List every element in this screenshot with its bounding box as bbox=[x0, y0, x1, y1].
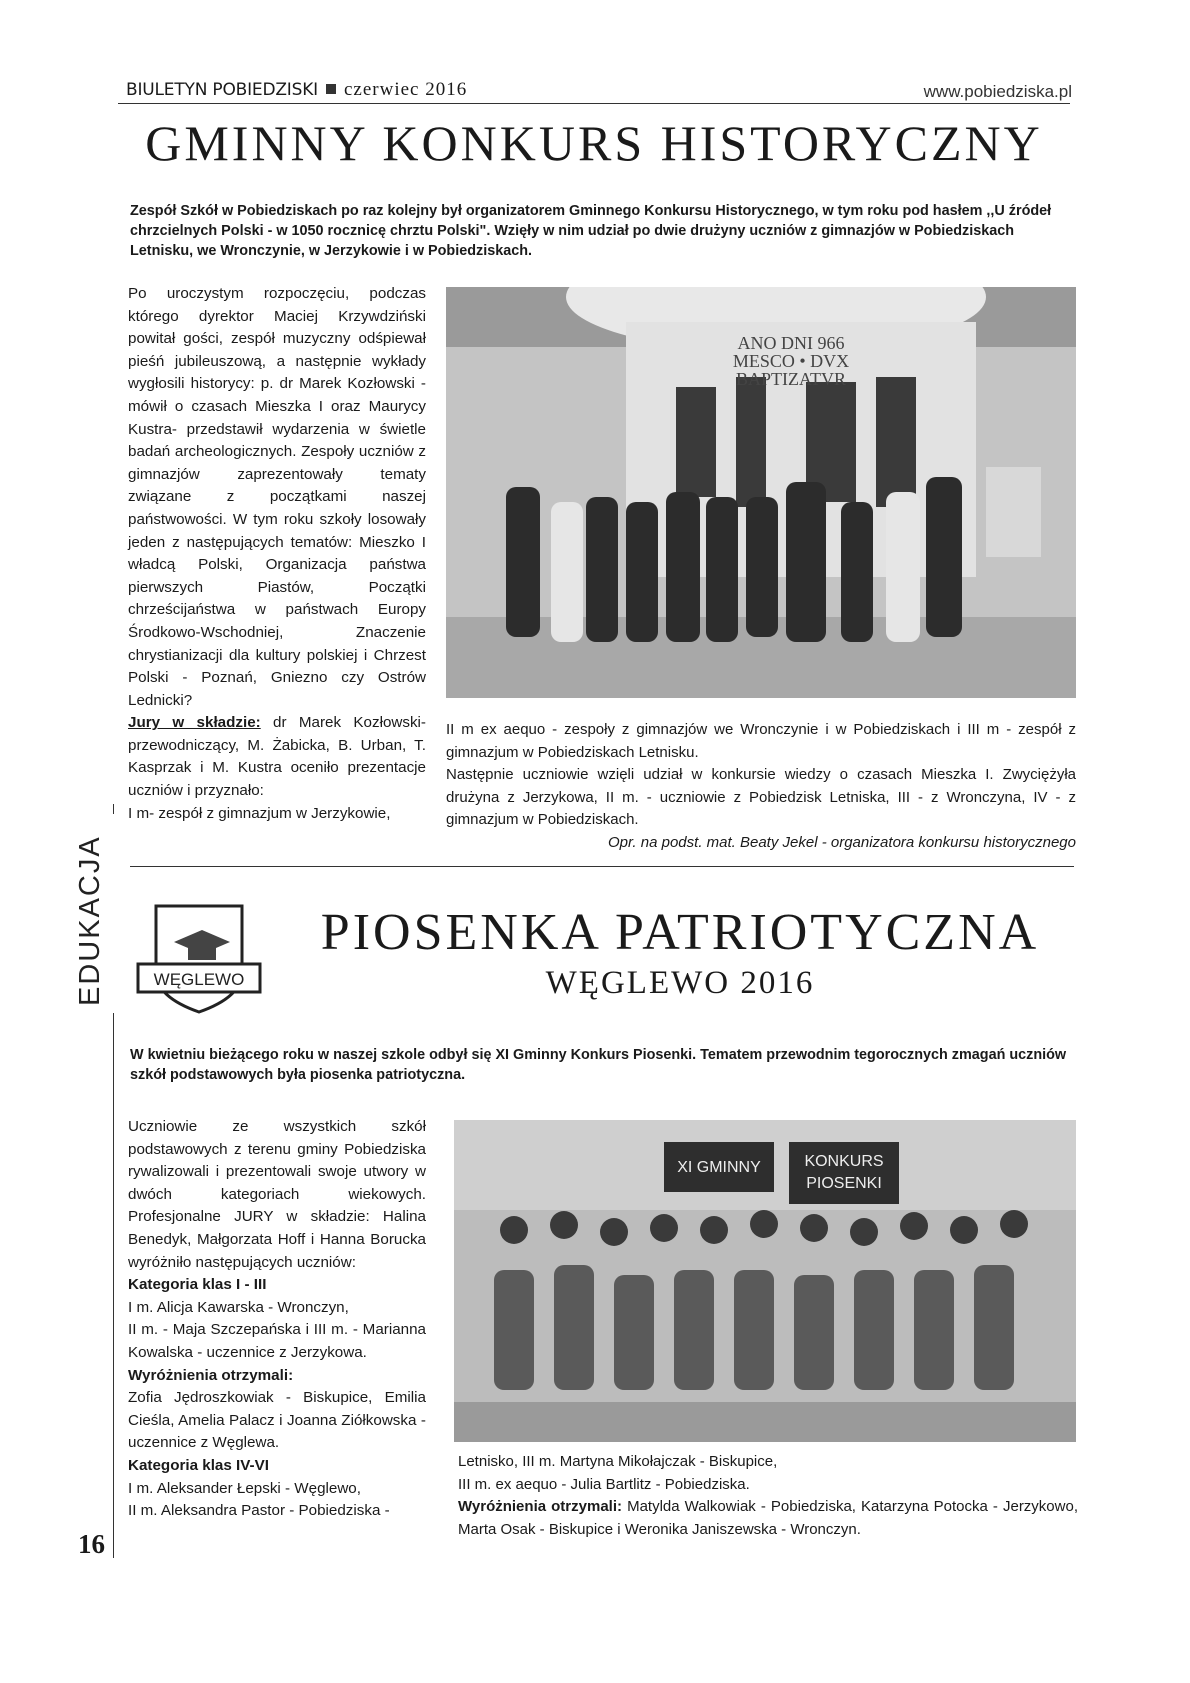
group-photo-song-contest bbox=[454, 1120, 1076, 1442]
header-divider bbox=[118, 103, 1070, 104]
category1-first: I m. Alicja Kawarska - Wronczyn, bbox=[128, 1298, 349, 1316]
square-bullet-icon bbox=[326, 84, 336, 94]
publication-name: BIULETYN POBIEDZISKI bbox=[126, 80, 318, 100]
caption-line2: III m. ex aequo - Julia Bartlitz - Pobiedziska. bbox=[458, 1475, 750, 1493]
caption-awards-label: Wyróżnienia otrzymali: bbox=[458, 1498, 622, 1516]
side-rule-top bbox=[113, 804, 114, 814]
issue-date: czerwiec 2016 bbox=[343, 79, 468, 100]
awards-text: Zofia Jędroszkowiak - Biskupice, Emilia Cieśla, Amelia Palacz i Joanna Ziółkowska - uczennice z Węglewa. bbox=[128, 1389, 426, 1452]
caption-awards-text: Matylda Walkowiak - Pobiedziska, Katarzyna Potocka - Jerzykowo, Marta Osak - Biskupice i Weronika Janiszewska - Wronczyn. bbox=[458, 1498, 1078, 1538]
category2-second: II m. Aleksandra Pastor - Pobiedziska - bbox=[128, 1502, 390, 1520]
category2-first: I m. Aleksander Łepski - Węglewo, bbox=[128, 1479, 361, 1497]
article2-body bbox=[128, 1116, 426, 1523]
banner-line1: ANO DNI 966 bbox=[737, 333, 845, 353]
article1-paragraph: Po uroczystym rozpoczęciu, podczas którego dyrektor Maciej Krzywdziński powitał gości, zespół muzyczny odśpiewał pieśń jubileuszową, a następnie wykłady wygłosili historycy: p. dr Marek Kozłowski - mówił o czasach Mieszka I oraz Maurycy Kustra- przedstawił wydarzenia w świetle badań archeologicznych. Zespoły uczniów z gimnazjów zaprezentowały tematy związane z początkami naszej państwowości. W tym roku szkoły losowały jeden z następujących tematów: Mieszko I władcą Polski, Organizacja państwa pierwszych Piastów, Początki chrześcijaństwa w państwach Europy Środkowo-Wschodniej, Znaczenie chrystianizacji dla kultury polskiej i Chrzest Polski - Poznań, Gniezno czy Ostrów Lednicki? bbox=[128, 285, 426, 709]
weglewo-school-logo bbox=[134, 902, 264, 1017]
section-label bbox=[68, 820, 108, 1010]
section-divider bbox=[130, 866, 1074, 867]
side-rule-bottom bbox=[113, 1013, 114, 1558]
jury-label: Jury w składzie: bbox=[128, 714, 261, 732]
awards-label: Wyróżnienia otrzymali: bbox=[128, 1366, 294, 1384]
first-place: I m- zespół z gimnazjum w Jerzykowie, bbox=[128, 804, 391, 822]
article1-continuation bbox=[446, 719, 1076, 855]
article1-title: GMINNY KONKURS HISTORYCZNY bbox=[145, 115, 1043, 171]
school-crest-icon bbox=[134, 902, 264, 1017]
group-photo-history-contest bbox=[446, 287, 1076, 698]
placement-results: II m ex aequo - zespoły z gimnazjów we Wronczynie i w Pobiedziskach i III m - zespół z gimnazjum w Pobiedziskach Letnisku. bbox=[446, 721, 1076, 761]
article2-title: PIOSENKA PATRIOTYCZNA bbox=[320, 904, 1040, 961]
masthead bbox=[126, 79, 467, 101]
caption-awards bbox=[458, 1496, 1078, 1541]
article1-photo bbox=[446, 287, 1076, 698]
website-link[interactable]: www.pobiedziska.pl bbox=[923, 82, 1072, 101]
page-number: 16 bbox=[78, 1529, 105, 1559]
category2-label: Kategoria klas IV-VI bbox=[128, 1456, 269, 1474]
sign-line2: KONKURS bbox=[804, 1153, 884, 1170]
article1-jury bbox=[128, 712, 426, 802]
article2-caption bbox=[458, 1451, 1078, 1541]
article2-subtitle: WĘGLEWO 2016 bbox=[545, 965, 815, 1001]
sign-line1: XI GMINNY bbox=[677, 1159, 761, 1176]
article2-paragraph: Uczniowie ze wszystkich szkół podstawowych z terenu gminy Pobiedziska rywalizowali i prezentowali swoje utwory w dwóch kategoriach wiekowych. Profesjonalne JURY w składzie: Halina Benedyk, Małgorzata Hoff i Hanna Borucka wyróżniło następujących uczniów: bbox=[128, 1118, 426, 1271]
article2-photo bbox=[454, 1120, 1076, 1442]
article1-body bbox=[128, 283, 426, 825]
article1-lead: Zespół Szkół w Pobiedziskach po raz kolejny był organizatorem Gminnego Konkursu Historycznego, w tym roku pod hasłem ,,U źródeł chrzcielnych Polski - w 1050 rocznicę chrztu Polski". Wzięły w nim udział po dwie drużyny uczniów z gimnazjów w Pobiedziskach Letnisku, we Wronczynie, w Jerzykowie i w Pobiedziskach. bbox=[130, 203, 1052, 259]
caption-line1: Letnisko, III m. Martyna Mikołajczak - Biskupice, bbox=[458, 1453, 778, 1470]
sign-line3: PIOSENKI bbox=[806, 1175, 882, 1192]
banner-line3: BAPTIZATVR bbox=[735, 369, 847, 389]
jury-text: dr Marek Kozłowski- przewodniczący, M. Żabicka, B. Urban, T. Kasprzak i M. Kustra oceniło prezentacje uczniów i przyznało: bbox=[128, 714, 426, 800]
logo-text: WĘGLEWO bbox=[153, 970, 245, 989]
banner-line2: MESCO • DVX bbox=[732, 351, 850, 371]
category1-second: II m. - Maja Szczepańska i III m. - Marianna Kowalska - uczennice z Jerzykowa. bbox=[128, 1321, 426, 1361]
article2-lead: W kwietniu bieżącego roku w naszej szkole odbył się XI Gminny Konkurs Piosenki. Tematem przewodnim tegorocznych zmagań uczniów szkół podstawowych była piosenka patriotyczna. bbox=[130, 1047, 1067, 1083]
quiz-results: Następnie uczniowie wzięli udział w konkursie wiedzy o czasach Mieszka I. Zwyciężyła drużyna z Jerzykowa, II m. - uczniowie z Pobiedzisk Letniska, III - z Wronczyna, IV - z gimnazjum w Pobiedziskach. bbox=[446, 766, 1076, 829]
section-label-text: EDUKACJA bbox=[74, 835, 106, 1006]
category1-label: Kategoria klas I - III bbox=[128, 1276, 267, 1294]
article1-credit: Opr. na podst. mat. Beaty Jekel - organizatora konkursu historycznego bbox=[607, 833, 1076, 851]
